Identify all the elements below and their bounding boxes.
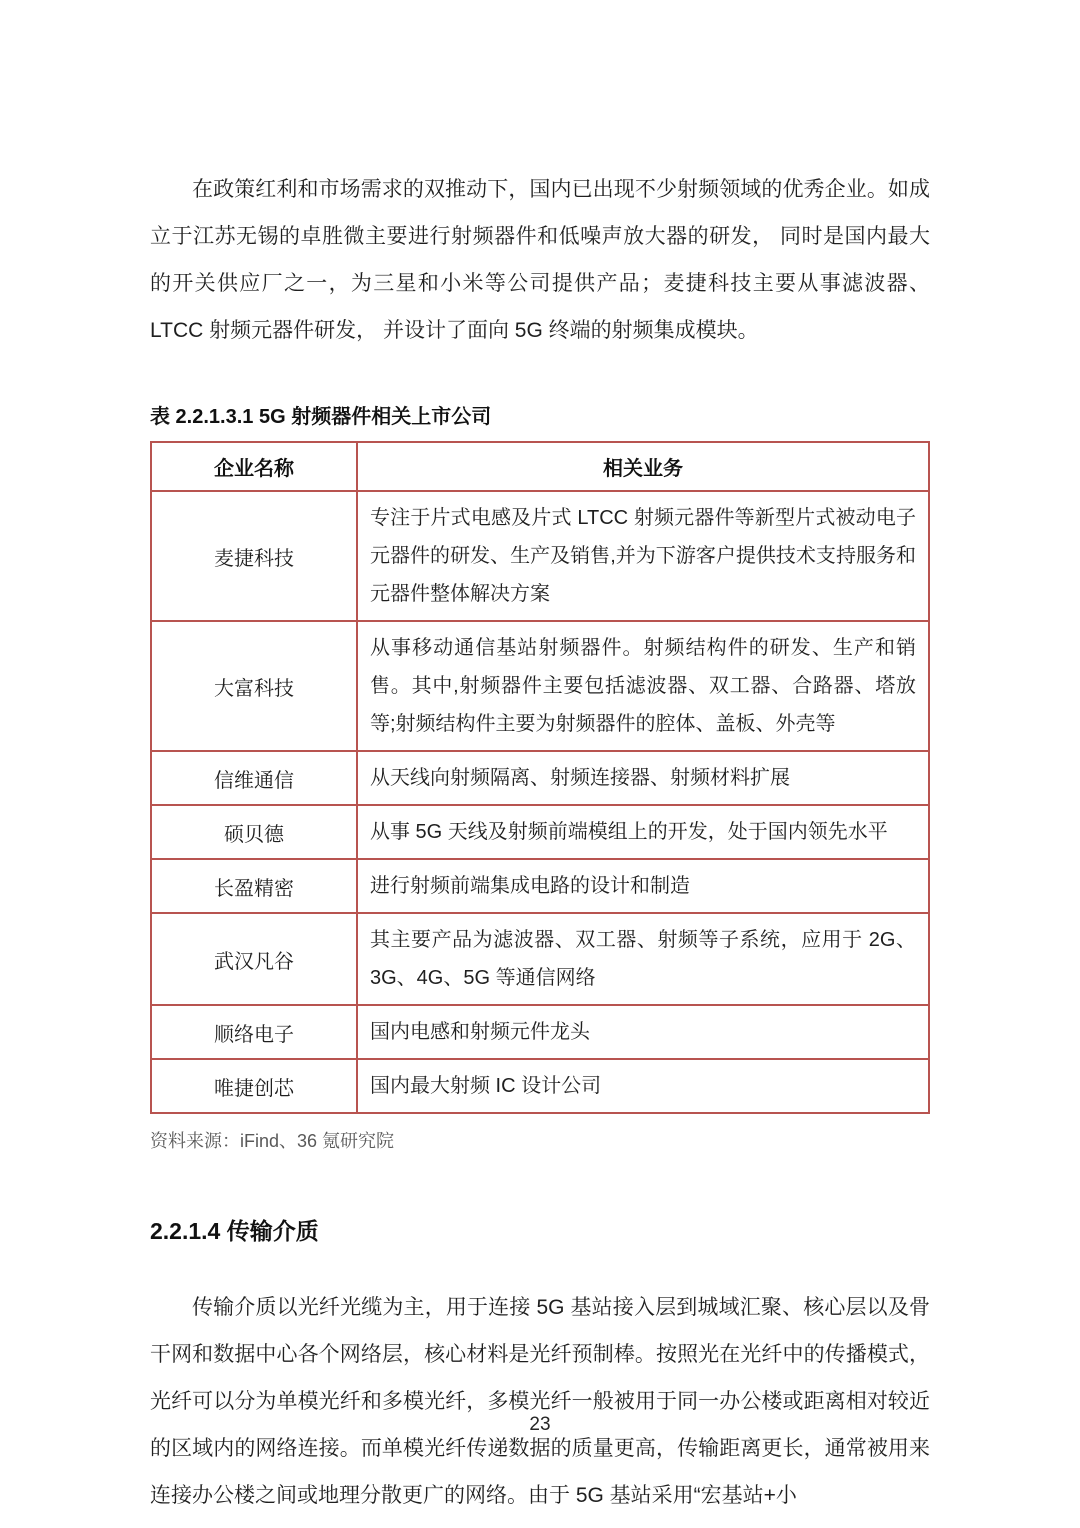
company-business: 其主要产品为滤波器、双工器、射频等子系统，应用于 2G、3G、4G、5G 等通信网络 [357,913,929,1005]
company-name: 大富科技 [151,621,357,751]
table-row [151,859,929,913]
company-business: 专注于片式电感及片式 LTCC 射频元器件等新型片式被动电子元器件的研发、生产及销售,并为下游客户提供技术支持服务和元器件整体解决方案 [357,491,929,621]
company-name: 长盈精密 [151,859,357,913]
table-header-company: 企业名称 [151,442,357,491]
table-row [151,805,929,859]
page-number: 23 [529,1414,551,1435]
company-business: 从事移动通信基站射频器件。射频结构件的研发、生产和销售。其中,射频器件主要包括滤波器、双工器、合路器、塔放等;射频结构件主要为射频器件的腔体、盖板、外壳等 [357,621,929,751]
table-row [151,491,929,621]
company-name: 顺络电子 [151,1005,357,1059]
company-business: 进行射频前端集成电路的设计和制造 [357,859,929,913]
section-paragraph: 传输介质以光纤光缆为主，用于连接 5G 基站接入层到城域汇聚、核心层以及骨干网和数据中心各个网络层，核心材料是光纤预制棒。按照光在光纤中的传播模式，光纤可以分为单模光纤和多模光纤，多模光纤一般被用于同一办公楼或距离相对较近的区域内的网络连接。而单模光纤传递数据的质量更高，传输距离更长，通常被用来连接办公楼之间或地理分散更广的网络。由于 5G 基站采用“宏基站+小 [150,1296,930,1507]
section-heading: 2.2.1.4 传输介质 [150,1218,319,1244]
company-business: 国内最大射频 IC 设计公司 [357,1059,929,1113]
table-row [151,751,929,805]
table-header-row [151,442,929,491]
company-name: 硕贝德 [151,805,357,859]
table-row [151,913,929,1005]
table-source: 资料来源：iFind、36 氪研究院 [150,1131,395,1151]
company-name: 信维通信 [151,751,357,805]
table-row [151,1005,929,1059]
companies-table [150,441,930,1114]
company-name: 麦捷科技 [151,491,357,621]
company-name: 唯捷创芯 [151,1059,357,1113]
table-row [151,1059,929,1113]
table-row [151,621,929,751]
table-caption: 表 2.2.1.3.1 5G 射频器件相关上市公司 [150,406,492,428]
intro-paragraph: 在政策红利和市场需求的双推动下，国内已出现不少射频领域的优秀企业。如成立于江苏无锡的卓胜微主要进行射频器件和低噪声放大器的研发， 同时是国内最大的开关供应厂之一，为三星和小米等公司提供产品；麦捷科技主要从事滤波器、LTCC 射频元器件研发， 并设计了面向 5G 终端的射频集成模块。 [150,178,930,342]
company-business: 国内电感和射频元件龙头 [357,1005,929,1059]
company-business: 从天线向射频隔离、射频连接器、射频材料扩展 [357,751,929,805]
company-name: 武汉凡谷 [151,913,357,1005]
company-business: 从事 5G 天线及射频前端模组上的开发，处于国内领先水平 [357,805,929,859]
table-header-business: 相关业务 [357,442,929,491]
